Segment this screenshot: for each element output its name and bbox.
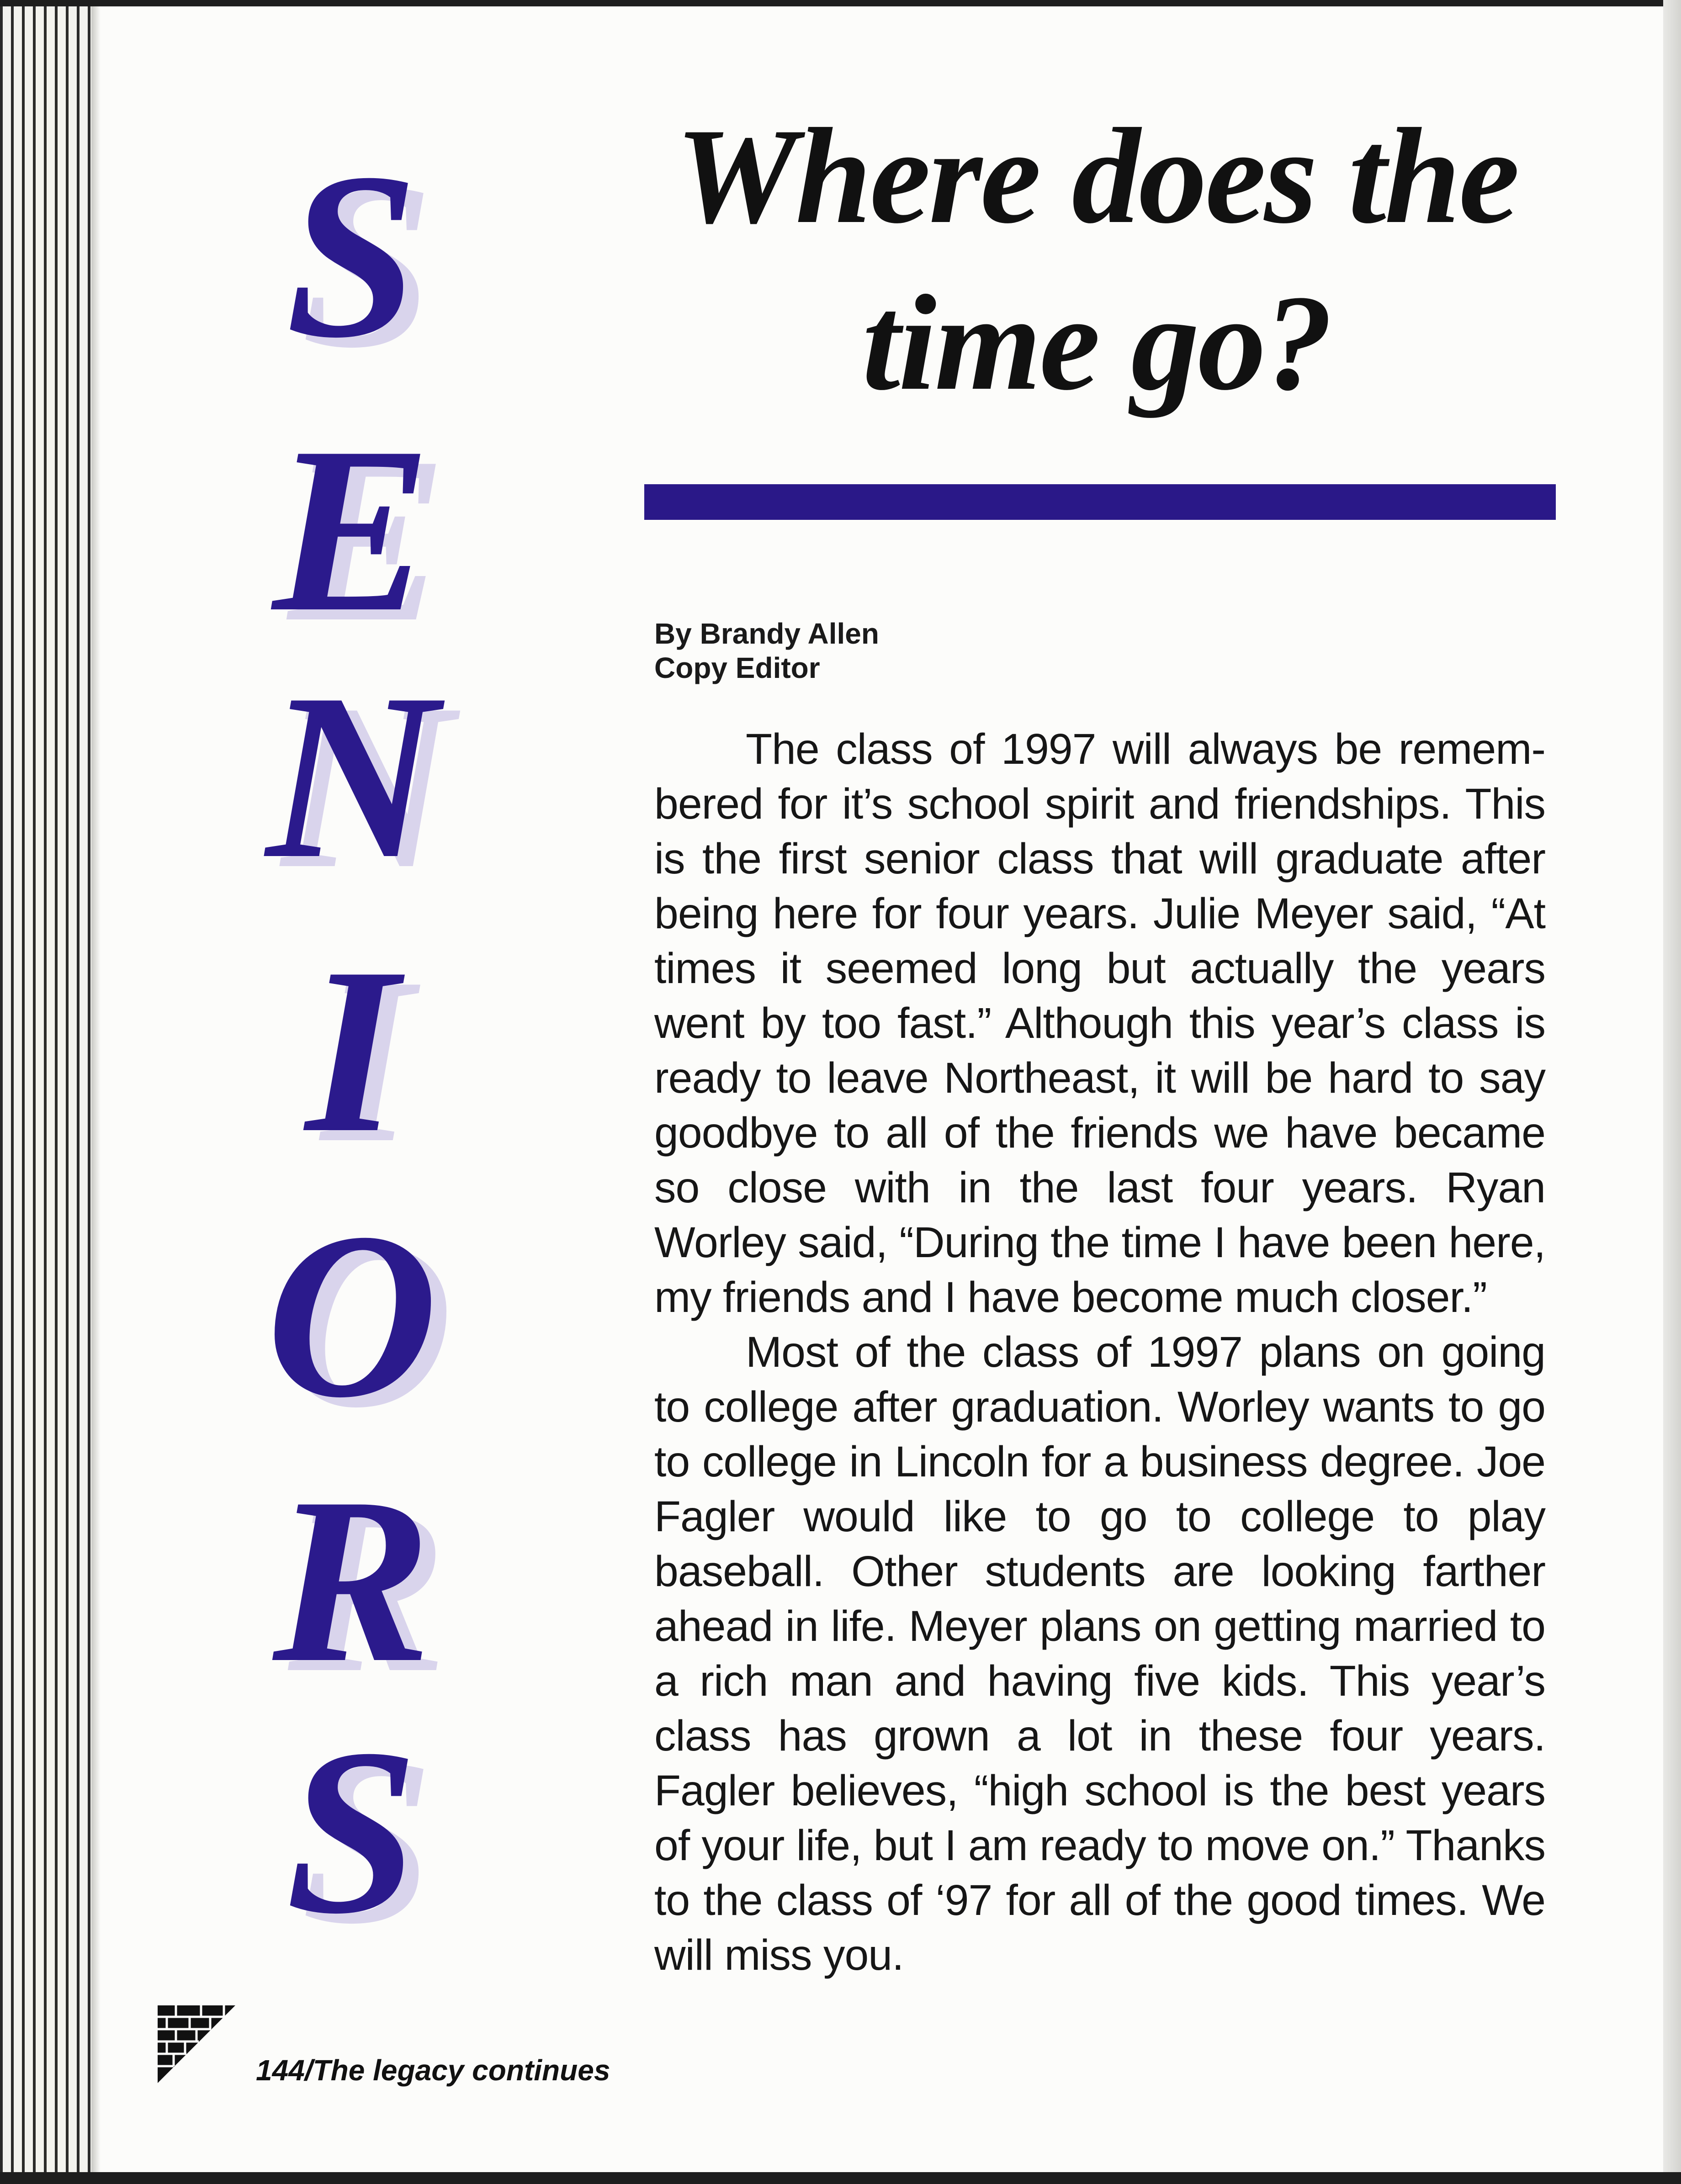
side-heading-letter: O bbox=[266, 1184, 438, 1447]
right-page-edge bbox=[1663, 0, 1681, 2184]
article-paragraph: The class of 1997 will always be remem-bered for it’s school spirit and friendships. This is the first senior class that will graduate after being here for four years. Julie Meyer said, “At times it seemed long but actually the years went by too fast.” Although this year’s class is ready to leave Northeast, it will be hard to say goodbye to all of the friends we have became so close with in the last four years. Ryan Worley said, “During the time I have been here, my friends and I have become much closer.” bbox=[654, 725, 1545, 1322]
article-body bbox=[654, 722, 1545, 1983]
page-number-footer: 144/The legacy continues bbox=[256, 2054, 610, 2087]
headline-line-2: time go? bbox=[862, 267, 1331, 418]
byline-author: By Brandy Allen bbox=[654, 617, 879, 650]
side-heading-letter: S bbox=[286, 124, 418, 387]
brick-wall-icon bbox=[151, 1996, 242, 2088]
book-page-edges bbox=[0, 0, 91, 2184]
side-heading-letter: N bbox=[266, 645, 438, 908]
page-gutter bbox=[91, 0, 101, 2184]
article-paragraph: Most of the class of 1997 plans on going to college after graduation. Worley wants to go to college in Lincoln for a business degree. Joe Fagler would like to go to college to play baseball. Other students are looking farther ahead in life. Meyer plans on getting married to a rich man and having five kids. This year’s class has grown a lot in these four years. Fagler believes, “high school is the best years of your life, but I am ready to move on.” Thanks to the class of ‘97 for all of the good times. We will miss you. bbox=[654, 1328, 1545, 1979]
side-heading-letter: E bbox=[272, 398, 431, 661]
side-heading-letter: I bbox=[305, 919, 398, 1182]
byline-role: Copy Editor bbox=[654, 651, 820, 684]
side-heading-letter: R bbox=[272, 1449, 431, 1712]
side-heading-letter: S bbox=[286, 1700, 418, 1963]
headline-line-1: Where does the bbox=[675, 100, 1518, 252]
bottom-border bbox=[0, 2172, 1681, 2184]
top-border bbox=[0, 0, 1681, 6]
headline-divider-bar bbox=[644, 484, 1556, 520]
